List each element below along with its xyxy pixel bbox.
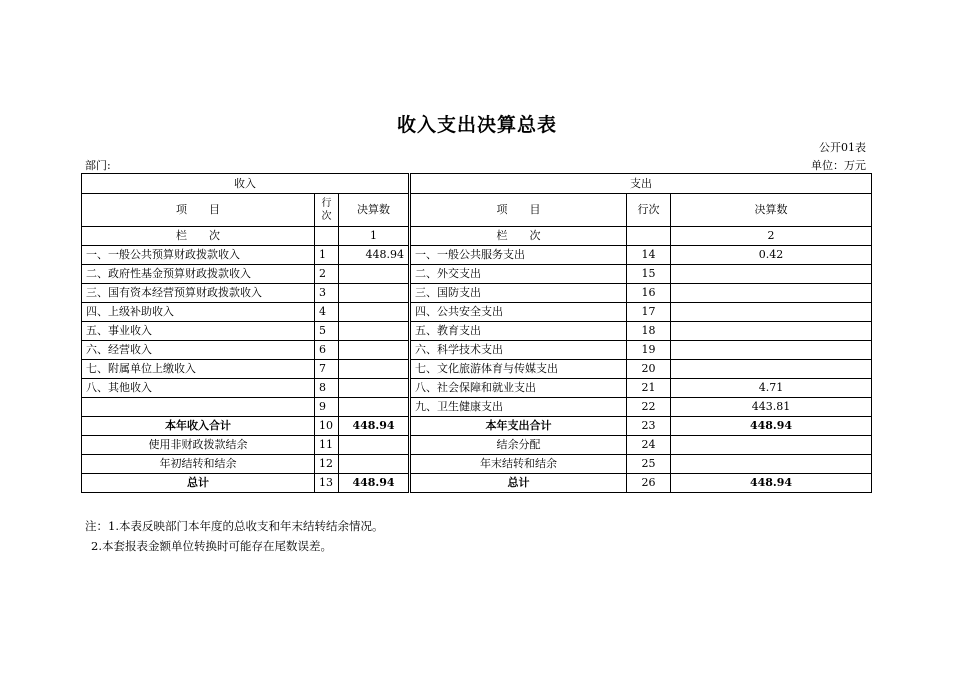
header-row-columns — [82, 194, 872, 227]
income-line: 7 — [315, 360, 339, 379]
income-item: 六、经营收入 — [82, 341, 315, 360]
department-label: 部门: — [85, 159, 111, 172]
footnote-2: 2.本套报表金额单位转换时可能存在尾数误差。 — [91, 539, 332, 553]
expense-line: 17 — [627, 303, 671, 322]
income-section-header: 收入 — [82, 174, 409, 194]
income-amount — [339, 379, 409, 398]
expense-item: 一、一般公共服务支出 — [411, 246, 627, 265]
income-amount — [339, 284, 409, 303]
income-amount — [339, 322, 409, 341]
income-amount — [339, 360, 409, 379]
income-item: 五、事业收入 — [82, 322, 315, 341]
expense-amount — [671, 265, 872, 284]
expense-amount — [671, 284, 872, 303]
expense-amount: 0.42 — [671, 246, 872, 265]
income-item: 使用非财政拨款结余 — [82, 436, 315, 455]
expense-line: 26 — [627, 474, 671, 493]
income-line: 10 — [315, 417, 339, 436]
expense-line: 20 — [627, 360, 671, 379]
expense-item: 四、公共安全支出 — [411, 303, 627, 322]
expense-column-index: 2 — [671, 227, 872, 246]
expense-item: 三、国防支出 — [411, 284, 627, 303]
income-year-total-label: 本年收入合计 — [82, 417, 315, 436]
expense-line: 24 — [627, 436, 671, 455]
income-item: 三、国有资本经营预算财政拨款收入 — [82, 284, 315, 303]
expense-amount — [671, 360, 872, 379]
table-row — [82, 303, 872, 322]
income-line: 4 — [315, 303, 339, 322]
income-column-label: 栏 次 — [82, 227, 315, 246]
table-row — [82, 436, 872, 455]
header-row-sections — [82, 174, 872, 194]
expense-year-total-label: 本年支出合计 — [411, 417, 627, 436]
expense-item: 六、科学技术支出 — [411, 341, 627, 360]
unit-label: 单位：万元 — [811, 159, 866, 172]
income-column-index: 1 — [339, 227, 409, 246]
income-item: 二、政府性基金预算财政拨款收入 — [82, 265, 315, 284]
table-row — [82, 265, 872, 284]
income-expense-table — [81, 173, 872, 493]
income-line: 3 — [315, 284, 339, 303]
footnotes — [85, 516, 383, 556]
expense-amount-header: 决算数 — [671, 194, 872, 227]
table-row — [82, 284, 872, 303]
income-line-header: 行 次 — [315, 194, 339, 227]
income-line: 8 — [315, 379, 339, 398]
page-title: 收入支出决算总表 — [396, 114, 557, 136]
column-index-row — [82, 227, 872, 246]
income-amount — [339, 455, 409, 474]
income-item-header: 项 目 — [82, 194, 315, 227]
income-line: 6 — [315, 341, 339, 360]
income-item — [82, 398, 315, 417]
expense-line: 15 — [627, 265, 671, 284]
expense-year-total-amount: 448.94 — [671, 417, 872, 436]
income-item: 七、附属单位上缴收入 — [82, 360, 315, 379]
income-line: 9 — [315, 398, 339, 417]
expense-item: 年末结转和结余 — [411, 455, 627, 474]
expense-amount — [671, 322, 872, 341]
expense-section-header: 支出 — [411, 174, 872, 194]
expense-item: 结余分配 — [411, 436, 627, 455]
year-total-row — [82, 417, 872, 436]
income-amount — [339, 303, 409, 322]
income-line: 1 — [315, 246, 339, 265]
income-line: 11 — [315, 436, 339, 455]
table-row — [82, 398, 872, 417]
footnote-1: 注：1.本表反映部门本年度的总收支和年末结转结余情况。 — [85, 519, 384, 533]
table-row — [82, 360, 872, 379]
expense-grand-total-amount: 448.94 — [671, 474, 872, 493]
income-line: 13 — [315, 474, 339, 493]
expense-amount — [671, 303, 872, 322]
income-line: 2 — [315, 265, 339, 284]
expense-line: 16 — [627, 284, 671, 303]
expense-item-header: 项 目 — [411, 194, 627, 227]
expense-line: 19 — [627, 341, 671, 360]
income-grand-total-amount: 448.94 — [339, 474, 409, 493]
income-item: 八、其他收入 — [82, 379, 315, 398]
income-amount — [339, 436, 409, 455]
income-amount — [339, 398, 409, 417]
income-amount-header: 决算数 — [339, 194, 409, 227]
income-item: 四、上级补助收入 — [82, 303, 315, 322]
table-row — [82, 322, 872, 341]
income-amount — [339, 341, 409, 360]
expense-item: 七、文化旅游体育与传媒支出 — [411, 360, 627, 379]
form-code: 公开01表 — [819, 141, 866, 154]
expense-item: 二、外交支出 — [411, 265, 627, 284]
expense-amount — [671, 436, 872, 455]
expense-amount — [671, 455, 872, 474]
expense-column-label: 栏 次 — [411, 227, 627, 246]
income-amount: 448.94 — [339, 246, 409, 265]
expense-line-header: 行次 — [627, 194, 671, 227]
income-line: 12 — [315, 455, 339, 474]
expense-amount: 443.81 — [671, 398, 872, 417]
expense-amount — [671, 341, 872, 360]
income-item: 年初结转和结余 — [82, 455, 315, 474]
expense-grand-total-label: 总计 — [411, 474, 627, 493]
income-grand-total-label: 总计 — [82, 474, 315, 493]
expense-item: 九、卫生健康支出 — [411, 398, 627, 417]
expense-line: 22 — [627, 398, 671, 417]
expense-line: 21 — [627, 379, 671, 398]
income-item: 一、一般公共预算财政拨款收入 — [82, 246, 315, 265]
grand-total-row — [82, 474, 872, 493]
expense-line: 25 — [627, 455, 671, 474]
income-amount — [339, 265, 409, 284]
table-row — [82, 341, 872, 360]
expense-line: 23 — [627, 417, 671, 436]
income-line: 5 — [315, 322, 339, 341]
table-row — [82, 246, 872, 265]
table-row — [82, 455, 872, 474]
income-year-total-amount: 448.94 — [339, 417, 409, 436]
expense-line: 18 — [627, 322, 671, 341]
expense-amount: 4.71 — [671, 379, 872, 398]
expense-item: 五、教育支出 — [411, 322, 627, 341]
expense-line: 14 — [627, 246, 671, 265]
table-row — [82, 379, 872, 398]
expense-item: 八、社会保障和就业支出 — [411, 379, 627, 398]
